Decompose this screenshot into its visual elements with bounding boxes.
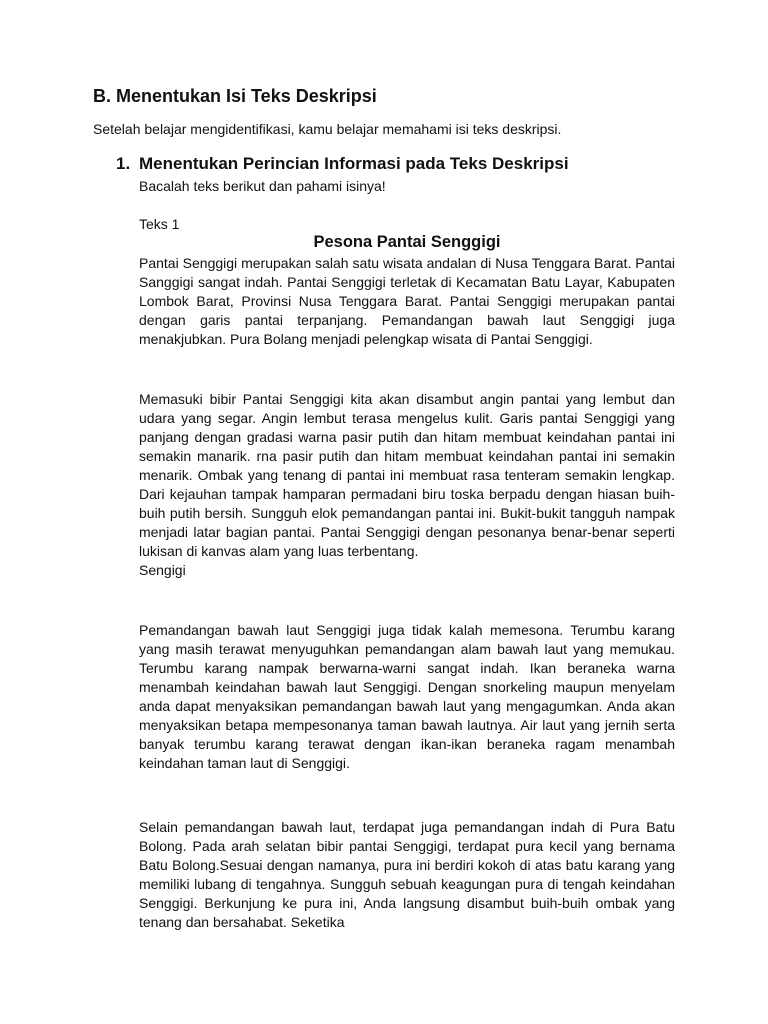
paragraph-2: Memasuki bibir Pantai Senggigi kita akan disambut angin pantai yang lembut dan udara yang segar. Angin lembut terasa mengelus kulit. Garis pantai Senggigi yang panjang dengan gradasi warna pasir putih dan hitam membuat keindahan pantai ini semakin manarik. rna pasir putih dan hitam membuat keindahan pantai ini semakin menarik. Ombak yang tenang di pantai ini membuat rasa tenteram semakin lengkap. Dari kejauhan tampak hamparan permadani biru toska berpadu dengan hiasan buih-buih putih bersih. Sungguh elok pemandangan pantai ini. Bukit-bukit tangguh nampak menjadi latar bagian pantai. Pantai Senggigi dengan pesonanya benar-benar seperti lukisan di kanvas alam yang luas terbentang.: [139, 391, 675, 559]
intro-paragraph: Setelah belajar mengidentifikasi, kamu belajar memahami isi teks deskripsi.: [93, 121, 562, 137]
stray-word-line: Sengigi: [139, 562, 186, 578]
section-heading: B. Menentukan Isi Teks Deskripsi: [93, 86, 377, 106]
paragraph-1: Pantai Senggigi merupakan salah satu wisata andalan di Nusa Tenggara Barat. Pantai Sanggigi sangat indah. Pantai Senggigi terletak di Kecamatan Batu Layar, Kabupaten Lombok Barat, Provinsi Nusa Tenggara Barat. Pantai Senggigi merupakan pantai dengan garis pantai terpanjang. Pemandangan bawah laut Senggigi juga menakjubkan. Pura Bolang menjadi pelengkap wisata di Pantai Senggigi.: [139, 255, 675, 347]
numbered-subheading: [116, 154, 569, 174]
item-number: 1.: [116, 154, 131, 173]
reading-instruction: Bacalah teks berikut dan pahami isinya!: [139, 178, 386, 194]
article-title: Pesona Pantai Senggigi: [313, 233, 501, 251]
paragraph-4: Selain pemandangan bawah laut, terdapat juga pemandangan indah di Pura Batu Bolong. Pada arah selatan bibir pantai Senggigi, terdapat pura kecil yang bernama Batu Bolong.Sesuai dengan namanya, pura ini berdiri kokoh di atas batu karang yang memiliki lubang di tengahnya. Sungguh sebuah keagungan pura di tengah keindahan Senggigi. Berkunjung ke pura ini, Anda langsung disambut buih-buih ombak yang tenang dan bersahabat. Seketika: [139, 819, 675, 930]
text-label: Teks 1: [139, 216, 180, 232]
paragraph-2-block: [139, 390, 675, 580]
paragraph-3: Pemandangan bawah laut Senggigi juga tidak kalah memesona. Terumbu karang yang masih terawat menyuguhkan pemandangan alam bawah laut yang memukau. Terumbu karang nampak berwarna-warni sangat indah. Ikan beraneka warna menambah keindahan bawah laut Senggigi. Dengan snorkeling maupun menyelam anda dapat menyaksikan pemandangan bawah laut yang mengagumkan. Anda akan menyaksikan betapa mempesonanya taman bawah lautnya. Air laut yang jernih serta banyak terumbu karang terawat dengan ikan-ikan beraneka ragam menambah keindahan taman laut di Senggigi.: [139, 622, 675, 771]
item-title: Menentukan Perincian Informasi pada Teks Deskripsi: [139, 154, 569, 173]
